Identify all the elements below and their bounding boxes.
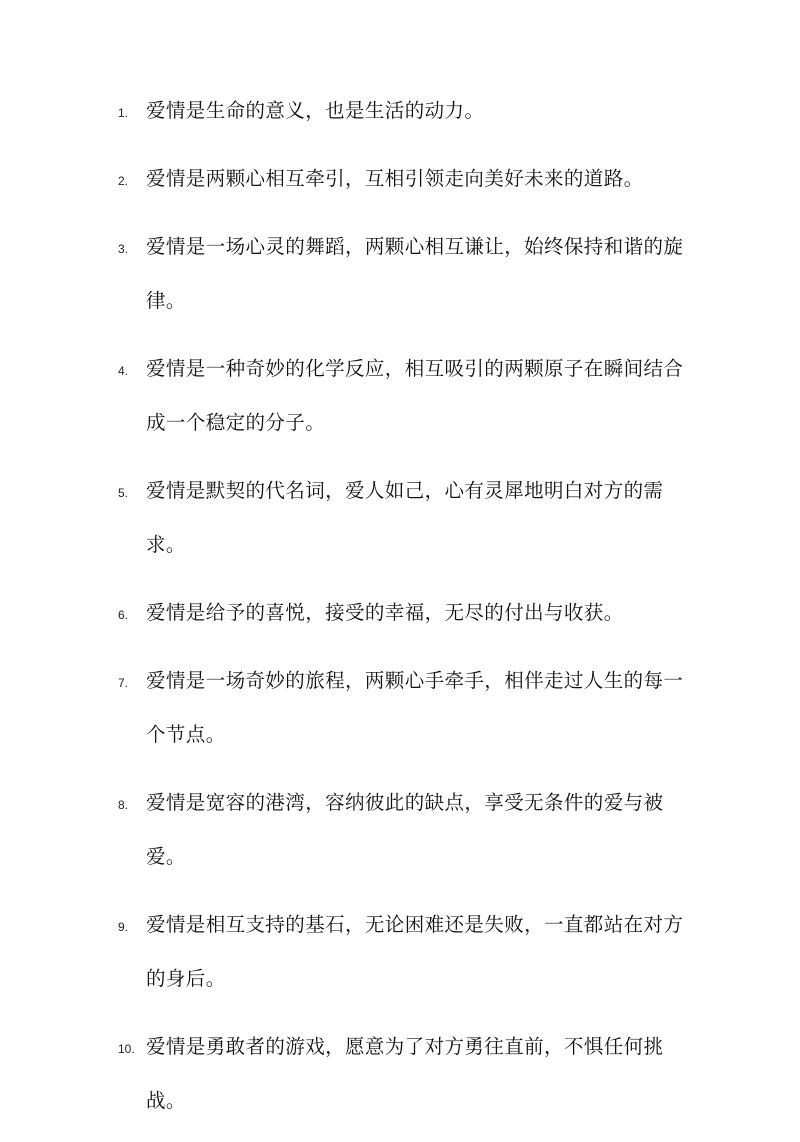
list-item [118, 342, 698, 450]
list-item [118, 776, 698, 884]
list-item-text: 爱情是宽容的港湾，容纳彼此的缺点，享受无条件的爱与被爱。 [146, 791, 664, 868]
list-item-text: 爱情是一种奇妙的化学反应，相互吸引的两颗原子在瞬间结合成一个稳定的分子。 [146, 357, 684, 434]
list-item [118, 1020, 698, 1128]
list-item-number: 8. [118, 798, 129, 812]
list-item [118, 220, 698, 328]
list-item-text: 爱情是一场心灵的舞蹈，两颗心相互谦让，始终保持和谐的旋律。 [146, 235, 684, 312]
list-item [118, 464, 698, 572]
list-item-text: 爱情是相互支持的基石，无论困难还是失败，一直都站在对方的身后。 [146, 913, 684, 990]
numbered-list [118, 84, 698, 1142]
list-item-text: 爱情是默契的代名词，爱人如己，心有灵犀地明白对方的需求。 [146, 479, 664, 556]
list-item-text: 爱情是勇敢者的游戏，愿意为了对方勇往直前，不惧任何挑战。 [146, 1035, 664, 1112]
list-item-text: 爱情是两颗心相互牵引，互相引领走向美好未来的道路。 [146, 167, 644, 190]
list-item-number: 7. [118, 676, 129, 690]
list-item [118, 898, 698, 1006]
list-item-number: 1. [118, 106, 129, 120]
list-item-number: 4. [118, 364, 129, 378]
list-item-number: 3. [118, 242, 129, 256]
list-item-number: 10. [118, 1042, 135, 1056]
list-item [118, 586, 698, 640]
list-item-number: 9. [118, 920, 129, 934]
list-item [118, 152, 698, 206]
list-item-number: 6. [118, 608, 129, 622]
list-item-number: 5. [118, 486, 129, 500]
list-item-text: 爱情是生命的意义，也是生活的动力。 [146, 99, 485, 122]
list-item-number: 2. [118, 174, 129, 188]
list-item-text: 爱情是给予的喜悦，接受的幸福，无尽的付出与收获。 [146, 601, 624, 624]
list-item [118, 84, 698, 138]
list-item-text: 爱情是一场奇妙的旅程，两颗心手牵手，相伴走过人生的每一个节点。 [146, 669, 684, 746]
list-item [118, 654, 698, 762]
